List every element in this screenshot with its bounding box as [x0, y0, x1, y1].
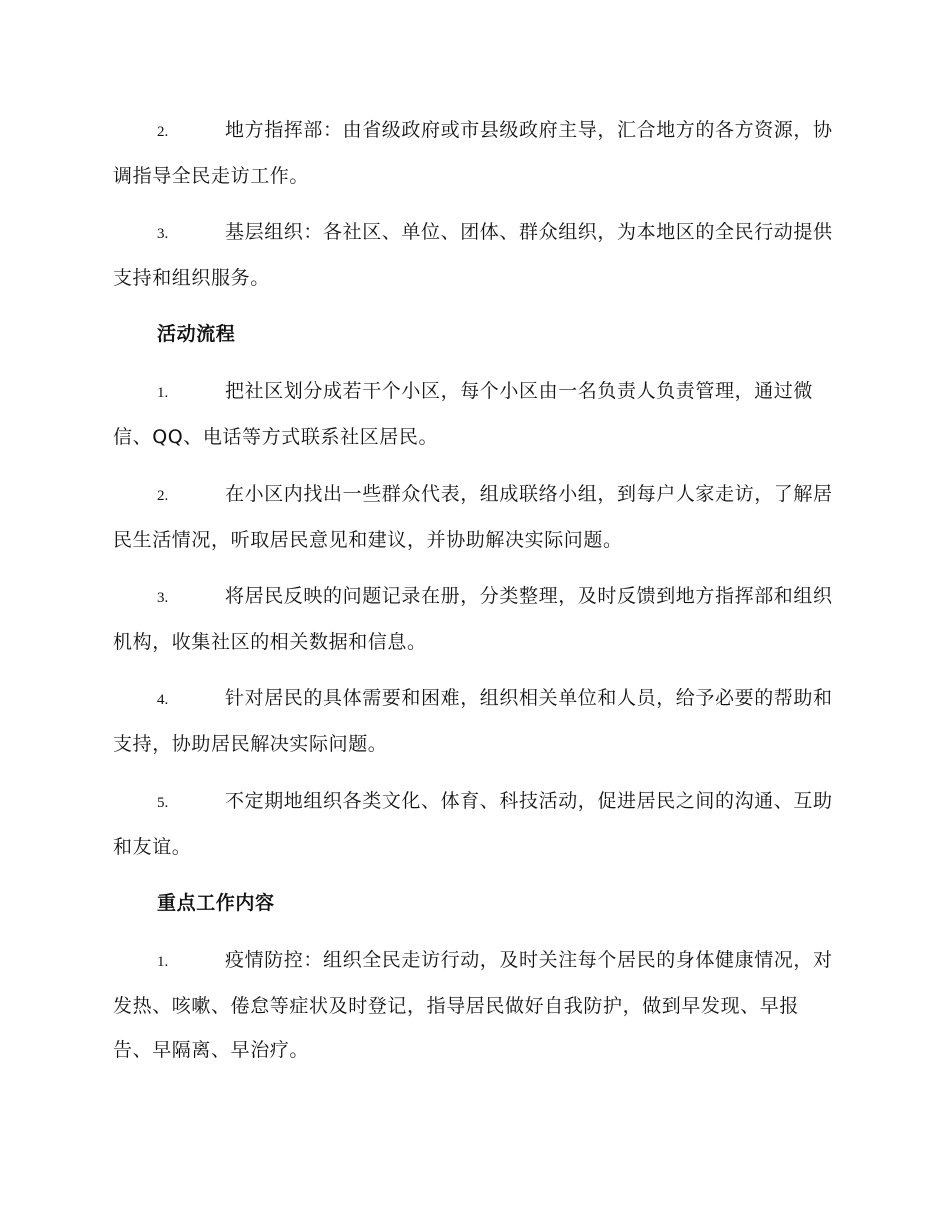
list-item-text: 针对居民的具体需要和困难，组织相关单位和人员，给予必要的帮助和支持，协助居民解决实际问题。 — [113, 687, 833, 755]
list-item-text: 不定期地组织各类文化、体育、科技活动，促进居民之间的沟通、互助和友谊。 — [113, 790, 833, 858]
list-item-number: 2. — [157, 124, 169, 140]
section-heading-key-work: 重点工作内容 — [157, 892, 275, 914]
list-item-text: 在小区内找出一些群众代表，组成联络小组，到每户人家走访，了解居民生活情况，听取居民意见和建议，并协助解决实际问题。 — [113, 483, 833, 551]
list-item-number: 3. — [157, 590, 169, 606]
list-item-text: 将居民反映的问题记录在册，分类整理，及时反馈到地方指挥部和组织机构，收集社区的相关数据和信息。 — [113, 585, 833, 653]
list-item — [113, 210, 833, 300]
list-item — [113, 938, 833, 1072]
list-item — [113, 108, 833, 198]
list-item-text: 基层组织：各社区、单位、团体、群众组织，为本地区的全民行动提供支持和组织服务。 — [113, 221, 833, 289]
section-heading-activity-process: 活动流程 — [157, 323, 236, 345]
list-item-text: 把社区划分成若干个小区，每个小区由一名负责人负责管理，通过微信、QQ、电话等方式联系社区居民。 — [113, 380, 814, 448]
list-item-number: 4. — [157, 692, 169, 708]
list-item-text: 疫情防控：组织全民走访行动，及时关注每个居民的身体健康情况，对发热、咳嗽、倦怠等症状及时登记，指导居民做好自我防护，做到早发现、早报告、早隔离、早治疗。 — [113, 949, 833, 1061]
list-item-number: 1. — [157, 954, 169, 970]
list-item — [113, 574, 833, 664]
list-item — [113, 779, 833, 869]
list-item-number: 5. — [157, 795, 169, 811]
list-item-number: 1. — [157, 385, 169, 401]
list-item-number: 3. — [157, 226, 169, 242]
list-item — [113, 676, 833, 766]
list-item — [113, 472, 833, 562]
list-item — [113, 369, 833, 459]
list-item-number: 2. — [157, 488, 169, 504]
list-item-text: 地方指挥部：由省级政府或市县级政府主导，汇合地方的各方资源，协调指导全民走访工作。 — [113, 119, 833, 187]
